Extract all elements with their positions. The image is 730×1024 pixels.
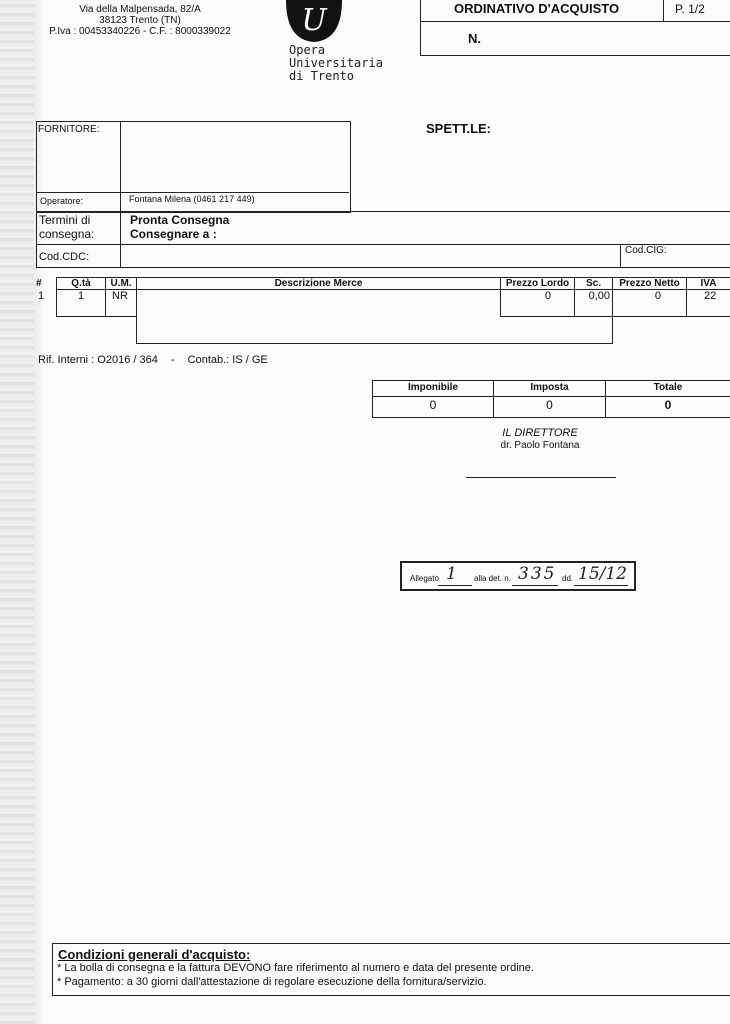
order-number-label: N.	[468, 31, 481, 46]
terms-value-line1: Pronta Consegna	[130, 213, 230, 227]
logo-text-line1: Opera	[289, 43, 326, 57]
logo-mark-letter: U	[301, 3, 327, 38]
terms-left-border	[36, 211, 37, 268]
logo-text-line3: di Trento	[289, 69, 355, 83]
items-header-discount: Sc.	[585, 278, 601, 289]
conditions-line2: * Pagamento: a 30 giorni dall'attestazione di regolare esecuzione della fornitura/servizio.	[57, 976, 487, 988]
conditions-title: Condizioni generali d'acquisto:	[58, 947, 251, 962]
internal-reference	[38, 354, 268, 366]
stamp-det-label: alla det. n.	[474, 574, 511, 583]
item-row-net-price: 0	[654, 290, 661, 302]
items-row-bottom-right	[500, 316, 730, 317]
stamp-allegato-value: 1	[446, 564, 457, 584]
attachment-stamp	[400, 561, 636, 591]
sender-address-line2: 38123 Trento (TN)	[99, 15, 181, 26]
signature-role: IL DIRETTORE	[502, 427, 578, 439]
supplier-box-divider	[120, 121, 121, 211]
cig-divider	[620, 244, 621, 268]
signature-line	[466, 477, 616, 478]
terms-label-line2: consegna:	[39, 227, 95, 241]
logo-text-line2: Universitaria	[289, 56, 383, 70]
items-header-gross-price: Prezzo Lordo	[505, 278, 570, 289]
internal-reference-value: Rif. Interni : O2016 / 364	[38, 354, 158, 366]
item-row-num: 1	[38, 290, 45, 302]
operator-value: Fontana Milena (0461 217 449)	[129, 194, 255, 204]
item-row-gross-price: 0	[544, 290, 551, 302]
stamp-dd-label: dd.	[562, 574, 574, 583]
order-box-page-divider	[663, 0, 664, 22]
order-title: ORDINATIVO D'ACQUISTO	[454, 1, 620, 16]
totals-value-tax: 0	[546, 398, 553, 412]
supplier-label: FORNITORE:	[38, 124, 100, 135]
terms-value-line2: Consegnare a :	[130, 227, 217, 241]
cig-label: Cod.CIG:	[625, 245, 667, 256]
sender-address	[40, 4, 240, 37]
item-row-um: NR	[112, 290, 128, 302]
order-box-bottom-border	[420, 55, 730, 56]
operator-label: Operatore:	[40, 196, 84, 206]
item-row-qty: 1	[77, 290, 85, 302]
recipient-label: SPETT.LE:	[426, 121, 492, 136]
logo-mark-icon	[284, 0, 344, 42]
item-row-vat: 22	[704, 290, 717, 302]
items-header-qty: Q.tà	[71, 278, 91, 289]
terms-label	[39, 213, 94, 241]
conditions-bottom-border	[52, 995, 730, 996]
scan-edge-shadow	[0, 0, 34, 1024]
item-row-discount: 0,00	[588, 290, 610, 302]
sender-address-line1: Via della Malpensada, 82/A	[79, 4, 201, 15]
totals-header-tax: Imposta	[530, 382, 569, 393]
items-header-description: Descrizione Merce	[274, 278, 363, 289]
signature-name: dr. Paolo Fontana	[500, 440, 580, 451]
cdc-bottom-border	[36, 267, 730, 268]
items-header-num: #	[36, 278, 42, 289]
stamp-dd-value: 15/12	[578, 564, 627, 584]
conditions-left-border	[52, 943, 53, 996]
stamp-allegato-underline	[438, 585, 472, 586]
accounting-reference: Contab.: IS / GE	[187, 354, 268, 366]
sender-tax-ids: P.Iva : 00453340226 - C.F. : 8000339022	[49, 26, 231, 37]
stamp-det-value: 335	[518, 564, 557, 584]
terms-top-border	[36, 211, 730, 212]
reference-separator: -	[170, 354, 175, 366]
cdc-label: Cod.CDC:	[39, 251, 90, 263]
order-page-number: P. 1/2	[675, 2, 705, 16]
logo	[282, 0, 382, 90]
totals-value-taxable: 0	[429, 398, 437, 412]
order-box-left-border	[420, 0, 421, 56]
items-header-net-price: Prezzo Netto	[619, 278, 680, 289]
items-header-um: U.M.	[110, 278, 132, 289]
order-box-divider	[420, 21, 730, 22]
items-row-bottom-left	[56, 316, 136, 317]
conditions-line1: * La bolla di consegna e la fattura DEVONO fare riferimento al numero e data del presente ordine.	[57, 962, 534, 974]
totals-header-taxable: Imponibile	[408, 382, 458, 393]
description-cell-bottom	[136, 343, 612, 344]
conditions-top-border	[52, 943, 730, 944]
items-header-vat: IVA	[700, 278, 717, 289]
stamp-allegato-label: Allegato	[410, 574, 439, 583]
totals-header-divider	[372, 396, 730, 397]
totals-header-total: Totale	[653, 382, 683, 393]
stamp-det-underline	[512, 585, 558, 586]
terms-label-line1: Termini di	[39, 213, 91, 227]
terms-value	[130, 213, 229, 241]
stamp-dd-underline	[574, 585, 628, 586]
operator-row-divider	[36, 192, 349, 193]
terms-inner-divider	[120, 211, 121, 268]
totals-value-total: 0	[664, 398, 672, 412]
